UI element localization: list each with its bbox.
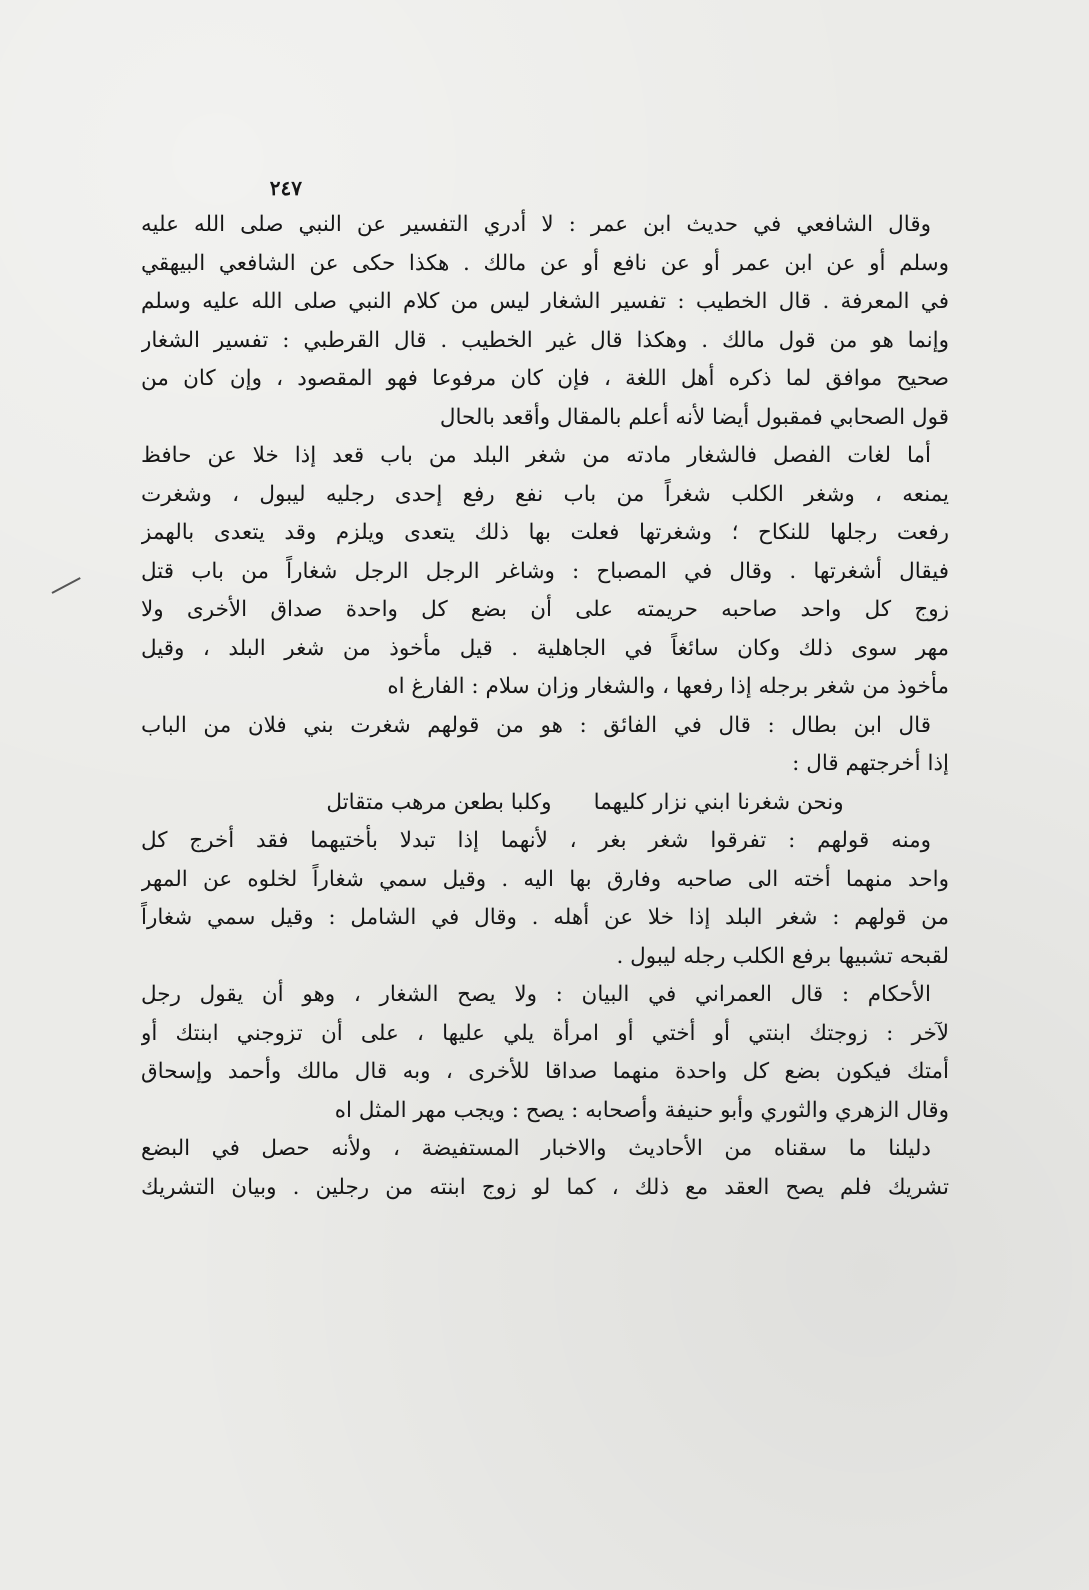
text-line: زوج كل واحد صاحبه حريمته على أن بضع كل واحدة صداق الأخرى ولا	[141, 597, 949, 622]
text-line: الأحكام : قال العمراني في البيان : ولا يصح الشغار ، وهو أن يقول رجل	[141, 982, 931, 1007]
text-line: من قولهم : شغر البلد إذا خلا عن أهله . وقال في الشامل : وقيل سمي شغاراً	[141, 905, 949, 930]
page-number: ٢٤٧	[269, 176, 302, 200]
text-line: أمتك فيكون بضع كل واحدة منهما صداقا للأخرى ، وبه قال مالك وأحمد وإسحاق	[141, 1059, 949, 1084]
verse-second-hemistich: وكلبا بطعن مرهب متقاتل	[326, 789, 552, 815]
text-line: وقال الشافعي في حديث ابن عمر : لا أدري التفسير عن النبي صلى الله عليه	[141, 212, 931, 237]
text-line: قول الصحابي فمقبول أيضا لأنه أعلم بالمقال وأقعد بالحال	[439, 404, 949, 430]
text-line: دليلنا ما سقناه من الأحاديث والاخبار المستفيضة ، ولأنه حصل في البضع	[141, 1136, 931, 1161]
text-line: لآخر : زوجتك ابنتي أو أختي أو امرأة يلي عليها ، على أن تزوجني ابنتك أو	[141, 1020, 949, 1046]
text-line: واحد منهما أخته الى صاحبه وفارق بها اليه . وقيل سمي شغاراً لخلوه عن المهر	[141, 866, 949, 892]
text-line: يمنعه ، وشغر الكلب شغراً من باب نفع رفع إحدى رجليه ليبول ، وشغرت	[141, 481, 949, 507]
body-text	[141, 206, 949, 1207]
text-line: مهر سوى ذلك وكان سائغاً في الجاهلية . قيل مأخوذ من شغر البلد ، وقيل	[141, 635, 949, 661]
poetry-verse	[141, 784, 949, 823]
verse-first-hemistich: ونحن شغرنا ابني نزار كليهما	[593, 789, 844, 815]
text-line: وقال الزهري والثوري وأبو حنيفة وأصحابه : يصح : ويجب مهر المثل اه	[334, 1097, 949, 1123]
text-line: رفعت رجلها للنكاح ؛ وشغرتها فعلت بها ذلك يتعدى ويلزم وقد يتعدى بالهمز	[141, 520, 949, 545]
text-line: ومنه قولهم : تفرقوا شغر بغر ، لأنهما إذا تبدلا بأختيهما فقد أخرج كل	[141, 828, 931, 853]
text-line: مأخوذ من شغر برجله إذا رفعها ، والشغار وزان سلام : الفارغ اه	[387, 674, 949, 699]
text-line: إذا أخرجتهم قال :	[792, 751, 949, 776]
text-line: صحيح موافق لما ذكره أهل اللغة ، فإن كان مرفوعا فهو المقصود ، وإن كان من	[141, 366, 949, 391]
text-line: في المعرفة . قال الخطيب : تفسير الشغار ليس من كلام النبي صلى الله عليه وسلم	[141, 289, 949, 314]
text-line: تشريك فلم يصح العقد مع ذلك ، كما لو زوج ابنته من رجلين . وبيان التشريك	[141, 1174, 949, 1200]
text-line: قال ابن بطال : قال في الفائق : هو من قولهم شغرت بني فلان من الباب	[141, 712, 931, 738]
text-line: لقبحه تشبيها برفع الكلب رجله ليبول .	[616, 943, 949, 969]
text-line: فيقال أشغرتها . وقال في المصباح : وشاغر الرجل الرجل شغاراً من باب قتل	[141, 558, 949, 584]
text-line: وإنما هو من قول مالك . وهكذا قال غير الخطيب . قال القرطبي : تفسير الشغار	[141, 327, 949, 353]
margin-pencil-mark	[52, 577, 81, 594]
text-line: أما لغات الفصل فالشغار مادته من شغر البلد من باب قعد إذا خلا عن حافظ	[141, 443, 931, 468]
text-line: وسلم أو عن ابن عمر أو عن نافع أو عن مالك . هكذا حكى عن الشافعي البيهقي	[141, 250, 949, 276]
